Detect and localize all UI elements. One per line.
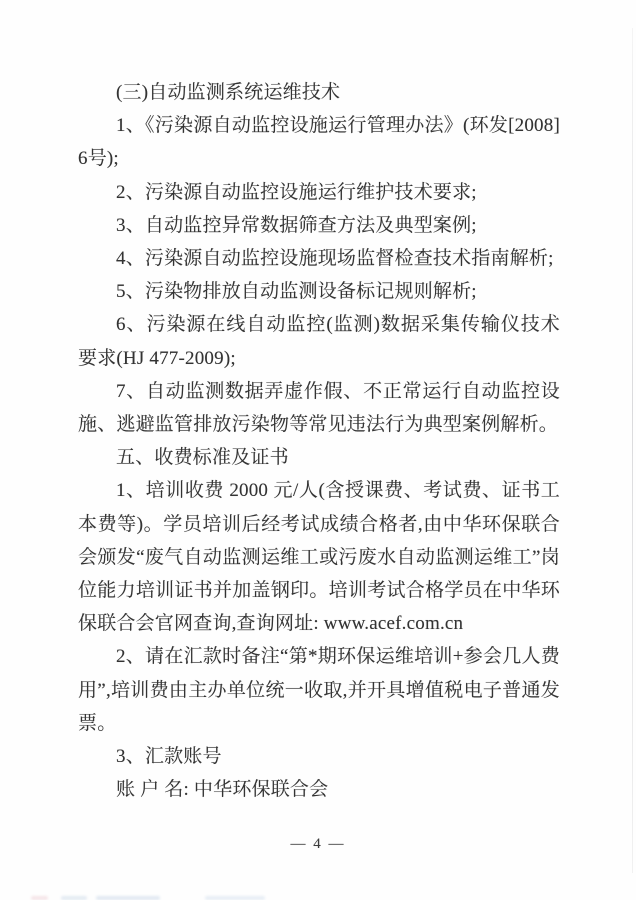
scan-smudge bbox=[96, 896, 160, 900]
scan-smudge bbox=[205, 896, 265, 900]
list-item-3: 3、自动监控异常数据筛查方法及典型案例; bbox=[116, 214, 477, 236]
fee-paragraph: 1、培训收费 2000 元/人(含授课费、考试费、证书工本费等)。学员培训后经考试成绩合格者,由中华环保联合会颁发“废气自动监测运维工或污废水自动监测运维工”岗位能力培训证书并加盖钢印。培训考试合格学员在中华环保联合会官网查询,查询网址: www.acef.com.cn bbox=[78, 480, 560, 635]
document-body bbox=[78, 76, 560, 806]
account-name-line: 账 户 名: 中华环保联合会 bbox=[116, 779, 329, 801]
list-item-4: 4、污染源自动监控设施现场监督检查技术指南解析; bbox=[116, 248, 554, 270]
list-item-5: 5、污染物排放自动监测设备标记规则解析; bbox=[116, 281, 477, 303]
section-heading: 五、收费标准及证书 bbox=[116, 447, 289, 469]
remittance-note-paragraph: 2、请在汇款时备注“第*期环保运维培训+参会几人费用”,培训费由主办单位统一收取,并开具增值税电子普通发票。 bbox=[78, 646, 560, 734]
page-number: — 4 — bbox=[290, 836, 346, 852]
scan-smudge bbox=[61, 896, 87, 900]
subsection-heading: (三)自动监测系统运维技术 bbox=[116, 82, 341, 103]
list-item-2: 2、污染源自动监控设施运行维护技术要求; bbox=[116, 181, 477, 203]
list-item-7: 7、自动监测数据弄虚作假、不正常运行自动监控设施、逃避监管排放污染物等常见违法行为典型案例解析。 bbox=[78, 380, 560, 436]
list-item-6: 6、污染源在线自动监控(监测)数据采集传输仪技术要求(HJ 477-2009); bbox=[78, 314, 560, 369]
list-item-1: 1、《污染源自动监控设施运行管理办法》(环发[2008]6号); bbox=[78, 115, 560, 170]
remittance-account-heading: 3、汇款账号 bbox=[116, 746, 222, 768]
scan-smudge bbox=[31, 896, 48, 900]
scan-edge-artifact bbox=[632, 28, 633, 873]
